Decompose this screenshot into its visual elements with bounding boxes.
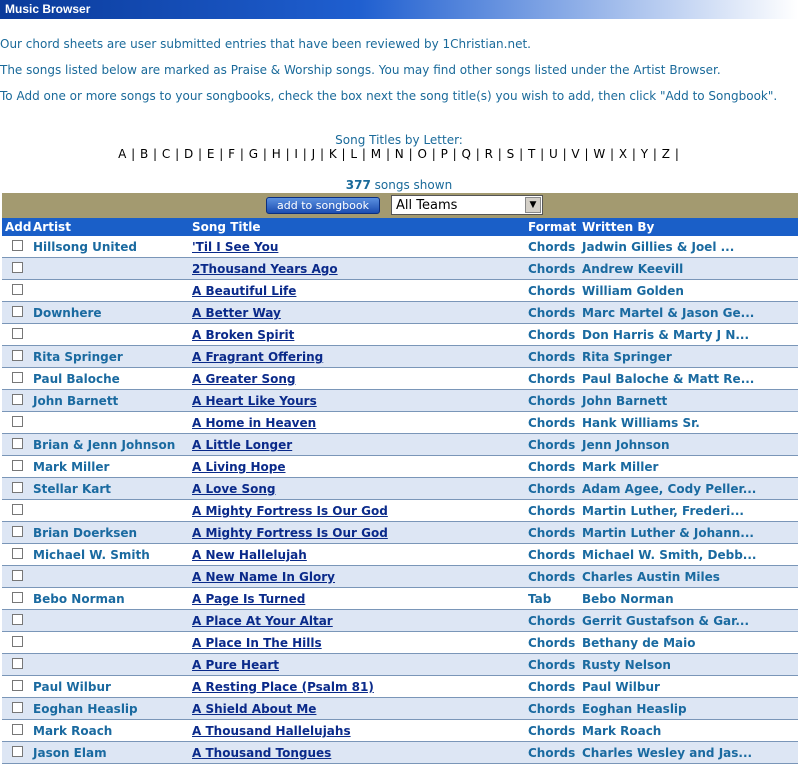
add-checkbox[interactable] <box>12 702 23 713</box>
letter-link-q[interactable]: Q <box>461 147 471 161</box>
add-checkbox[interactable] <box>12 328 23 339</box>
artist-link[interactable]: Mark Roach <box>33 724 113 738</box>
table-row <box>2 522 798 544</box>
letter-separator: | <box>259 147 271 161</box>
table-row <box>2 434 798 456</box>
artist-link[interactable]: Rita Springer <box>33 350 123 364</box>
table-row <box>2 368 798 390</box>
written-by: Charles Austin Miles <box>582 570 720 584</box>
table-row <box>2 720 798 742</box>
letter-link-o[interactable]: O <box>417 147 427 161</box>
artist-link[interactable]: Brian & Jenn Johnson <box>33 438 176 452</box>
add-checkbox[interactable] <box>12 306 23 317</box>
col-artist: Artist <box>33 220 71 234</box>
team-select[interactable] <box>391 195 543 215</box>
add-checkbox[interactable] <box>12 746 23 757</box>
intro-paragraph-1: Our chord sheets are user submitted entries that have been reviewed by 1Christian.net. <box>0 37 531 51</box>
letter-link-u[interactable]: U <box>548 147 558 161</box>
letter-separator: | <box>515 147 527 161</box>
written-by: Rita Springer <box>582 350 672 364</box>
letter-separator: | <box>171 147 183 161</box>
letter-separator: | <box>236 147 248 161</box>
chevron-down-icon[interactable]: ▼ <box>525 197 541 213</box>
letter-link-w[interactable]: W <box>593 147 606 161</box>
artist-link[interactable]: Bebo Norman <box>33 592 125 606</box>
written-by: Paul Wilbur <box>582 680 660 694</box>
letter-separator: | <box>536 147 548 161</box>
letter-separator: | <box>215 147 228 161</box>
letter-separator: | <box>127 147 139 161</box>
written-by: Charles Wesley and Jas... <box>582 746 753 760</box>
letter-link-l[interactable]: L <box>350 147 358 161</box>
letter-link-h[interactable]: H <box>271 147 281 161</box>
artist-link[interactable]: John Barnett <box>33 394 119 408</box>
written-by: Bebo Norman <box>582 592 674 606</box>
format-link[interactable]: Chords <box>528 504 576 518</box>
add-checkbox[interactable] <box>12 592 23 603</box>
letter-separator: | <box>493 147 506 161</box>
format-link[interactable]: Chords <box>528 350 576 364</box>
written-by: Eoghan Heaslip <box>582 702 687 716</box>
letter-link-i[interactable]: I <box>294 147 298 161</box>
format-link[interactable]: Chords <box>528 482 576 496</box>
song-title-link[interactable]: A Greater Song <box>192 372 296 386</box>
table-row <box>2 676 798 698</box>
format-link[interactable]: Chords <box>528 394 576 408</box>
format-link[interactable]: Chords <box>528 372 576 386</box>
format-link[interactable]: Chords <box>528 262 576 276</box>
song-title-link[interactable]: A Heart Like Yours <box>192 394 317 408</box>
intro-paragraph-2: The songs listed below are marked as Praise & Worship songs. You may find other songs listed under the Artist Browser. <box>0 63 721 77</box>
table-row <box>2 236 798 258</box>
col-format: Format <box>528 220 577 234</box>
song-title-link[interactable]: A Thousand Hallelujahs <box>192 724 351 738</box>
format-link[interactable]: Chords <box>528 614 576 628</box>
written-by: Michael W. Smith, Debb... <box>582 548 757 562</box>
add-checkbox[interactable] <box>12 724 23 735</box>
letter-separator: | <box>358 147 370 161</box>
letter-separator: | <box>471 147 484 161</box>
song-title-link[interactable]: A Thousand Tongues <box>192 746 332 760</box>
format-link[interactable]: Chords <box>528 724 576 738</box>
song-title-link[interactable]: A Living Hope <box>192 460 286 474</box>
table-row <box>2 346 798 368</box>
written-by: Rusty Nelson <box>582 658 671 672</box>
format-link[interactable]: Chords <box>528 658 576 672</box>
title-bar <box>0 0 798 19</box>
table-row <box>2 456 798 478</box>
song-title-link[interactable]: A Broken Spirit <box>192 328 295 342</box>
letter-separator: | <box>649 147 661 161</box>
table-row <box>2 478 798 500</box>
song-title-link[interactable]: A Better Way <box>192 306 281 320</box>
format-link[interactable]: Chords <box>528 702 576 716</box>
written-by: Martin Luther & Johann... <box>582 526 754 540</box>
written-by: Andrew Keevill <box>582 262 684 276</box>
letter-link-y[interactable]: Y <box>640 147 649 161</box>
format-link[interactable]: Tab <box>528 592 552 606</box>
letter-separator: | <box>149 147 161 161</box>
letter-link-d[interactable]: D <box>183 147 194 161</box>
format-link[interactable]: Chords <box>528 328 576 342</box>
add-checkbox[interactable] <box>12 460 23 471</box>
add-checkbox[interactable] <box>12 504 23 515</box>
written-by: Adam Agee, Cody Peller... <box>582 482 757 496</box>
letter-link-t[interactable]: T <box>527 147 536 161</box>
letter-link-g[interactable]: G <box>248 147 259 161</box>
letter-link-c[interactable]: C <box>161 147 171 161</box>
song-title-link[interactable]: A Place In The Hills <box>192 636 322 650</box>
written-by: Jenn Johnson <box>582 438 670 452</box>
add-checkbox[interactable] <box>12 680 23 691</box>
written-by: John Barnett <box>582 394 668 408</box>
table-row <box>2 500 798 522</box>
table-row <box>2 632 798 654</box>
table-row <box>2 280 798 302</box>
artist-link[interactable]: Eoghan Heaslip <box>33 702 138 716</box>
letter-link-x[interactable]: X <box>618 147 628 161</box>
written-by: William Golden <box>582 284 684 298</box>
letter-link-p[interactable]: P <box>440 147 448 161</box>
letter-link-z[interactable]: Z <box>661 147 671 161</box>
format-link[interactable]: Chords <box>528 526 576 540</box>
add-checkbox[interactable] <box>12 548 23 559</box>
song-table <box>2 236 798 764</box>
col-song-title: Song Title <box>192 220 261 234</box>
song-count-suffix: songs shown <box>370 178 453 192</box>
table-row <box>2 654 798 676</box>
letter-separator: | <box>558 147 571 161</box>
letter-separator: | <box>671 147 679 161</box>
song-title-link[interactable]: A Beautiful Life <box>192 284 297 298</box>
song-title-link[interactable]: A Home in Heaven <box>192 416 317 430</box>
letter-separator: | <box>606 147 618 161</box>
song-title-link[interactable]: A Shield About Me <box>192 702 317 716</box>
written-by: Don Harris & Marty J N... <box>582 328 750 342</box>
format-link[interactable]: Chords <box>528 240 576 254</box>
letter-separator: | <box>298 147 311 161</box>
artist-link[interactable]: Michael W. Smith <box>33 548 150 562</box>
table-row <box>2 544 798 566</box>
letter-link-a[interactable]: A <box>118 147 127 161</box>
song-title-link[interactable]: 'Til I See You <box>192 240 279 254</box>
letter-separator: | <box>628 147 640 161</box>
letter-link-r[interactable]: R <box>484 147 493 161</box>
table-row <box>2 324 798 346</box>
table-row <box>2 610 798 632</box>
song-title-link[interactable]: A Love Song <box>192 482 276 496</box>
add-checkbox[interactable] <box>12 570 23 581</box>
team-select-value: All Teams <box>396 198 458 213</box>
toolbar <box>2 193 798 218</box>
letter-separator: | <box>316 147 328 161</box>
format-link[interactable]: Chords <box>528 548 576 562</box>
written-by: Jadwin Gillies & Joel ... <box>582 240 735 254</box>
letter-separator: | <box>580 147 593 161</box>
artist-link[interactable]: Stellar Kart <box>33 482 111 496</box>
format-link[interactable]: Chords <box>528 746 576 760</box>
add-checkbox[interactable] <box>12 394 23 405</box>
artist-link[interactable]: Brian Doerksen <box>33 526 138 540</box>
letter-link-v[interactable]: V <box>571 147 580 161</box>
letter-separator: | <box>194 147 206 161</box>
artist-link[interactable]: Jason Elam <box>33 746 107 760</box>
add-checkbox[interactable] <box>12 636 23 647</box>
written-by: Gerrit Gustafson & Gar... <box>582 614 750 628</box>
format-link[interactable]: Chords <box>528 570 576 584</box>
add-checkbox[interactable] <box>12 614 23 625</box>
song-title-link[interactable]: A New Hallelujah <box>192 548 307 562</box>
letter-link-k[interactable]: K <box>328 147 337 161</box>
table-header <box>2 218 798 236</box>
table-row <box>2 258 798 280</box>
written-by: Mark Roach <box>582 724 662 738</box>
add-checkbox[interactable] <box>12 240 23 251</box>
format-link[interactable]: Chords <box>528 460 576 474</box>
format-link[interactable]: Chords <box>528 438 576 452</box>
letter-separator: | <box>427 147 440 161</box>
letter-separator: | <box>337 147 350 161</box>
letter-separator: | <box>382 147 394 161</box>
add-checkbox[interactable] <box>12 372 23 383</box>
artist-link[interactable]: Hillsong United <box>33 240 137 254</box>
format-link[interactable]: Chords <box>528 636 576 650</box>
written-by: Martin Luther, Frederi... <box>582 504 744 518</box>
song-title-link[interactable]: A Pure Heart <box>192 658 279 672</box>
song-title-link[interactable]: A Mighty Fortress Is Our God <box>192 504 388 518</box>
written-by: Hank Williams Sr. <box>582 416 700 430</box>
letters-heading: Song Titles by Letter: <box>335 133 463 147</box>
table-row <box>2 566 798 588</box>
artist-link[interactable]: Mark Miller <box>33 460 110 474</box>
song-title-link[interactable]: A Fragrant Offering <box>192 350 324 364</box>
intro-paragraph-3: To Add one or more songs to your songbooks, check the box next the song title(s) you wish to add, then click "Add to Songbook". <box>0 89 778 103</box>
song-count <box>0 178 798 192</box>
artist-link[interactable]: Downhere <box>33 306 102 320</box>
table-row <box>2 302 798 324</box>
written-by: Bethany de Maio <box>582 636 696 650</box>
col-written-by: Written By <box>582 220 655 234</box>
add-to-songbook-button[interactable]: add to songbook <box>266 197 380 214</box>
format-link[interactable]: Chords <box>528 680 576 694</box>
add-checkbox[interactable] <box>12 416 23 427</box>
format-link[interactable]: Chords <box>528 416 576 430</box>
add-checkbox[interactable] <box>12 658 23 669</box>
letter-separator: | <box>281 147 294 161</box>
format-link[interactable]: Chords <box>528 284 576 298</box>
add-checkbox[interactable] <box>12 262 23 273</box>
add-checkbox[interactable] <box>12 482 23 493</box>
letter-link-e[interactable]: E <box>206 147 215 161</box>
song-title-link[interactable]: 2Thousand Years Ago <box>192 262 338 276</box>
letter-link-f[interactable]: F <box>228 147 236 161</box>
letter-separator: | <box>404 147 417 161</box>
letter-link-j[interactable]: J <box>311 147 316 161</box>
page-title: Music Browser <box>5 2 91 16</box>
song-title-link[interactable]: A Little Longer <box>192 438 293 452</box>
song-title-link[interactable]: A Resting Place (Psalm 81) <box>192 680 374 694</box>
table-row <box>2 412 798 434</box>
table-row <box>2 698 798 720</box>
add-checkbox[interactable] <box>12 284 23 295</box>
song-title-link[interactable]: A Page Is Turned <box>192 592 306 606</box>
song-title-link[interactable]: A Mighty Fortress Is Our God <box>192 526 388 540</box>
add-checkbox[interactable] <box>12 526 23 537</box>
artist-link[interactable]: Paul Wilbur <box>33 680 111 694</box>
table-row <box>2 742 798 764</box>
table-row <box>2 588 798 610</box>
artist-link[interactable]: Paul Baloche <box>33 372 120 386</box>
col-add: Add <box>5 220 32 234</box>
letter-link-m[interactable]: M <box>370 147 382 161</box>
letter-link-n[interactable]: N <box>394 147 404 161</box>
song-count-number: 377 <box>345 178 371 192</box>
add-checkbox[interactable] <box>12 350 23 361</box>
song-title-link[interactable]: A New Name In Glory <box>192 570 336 584</box>
letter-separator: | <box>448 147 461 161</box>
written-by: Paul Baloche & Matt Re... <box>582 372 755 386</box>
add-checkbox[interactable] <box>12 438 23 449</box>
letter-index <box>0 147 798 161</box>
written-by: Marc Martel & Jason Ge... <box>582 306 755 320</box>
written-by: Mark Miller <box>582 460 659 474</box>
letter-link-b[interactable]: B <box>140 147 149 161</box>
table-row <box>2 390 798 412</box>
format-link[interactable]: Chords <box>528 306 576 320</box>
song-title-link[interactable]: A Place At Your Altar <box>192 614 333 628</box>
letter-link-s[interactable]: S <box>506 147 515 161</box>
